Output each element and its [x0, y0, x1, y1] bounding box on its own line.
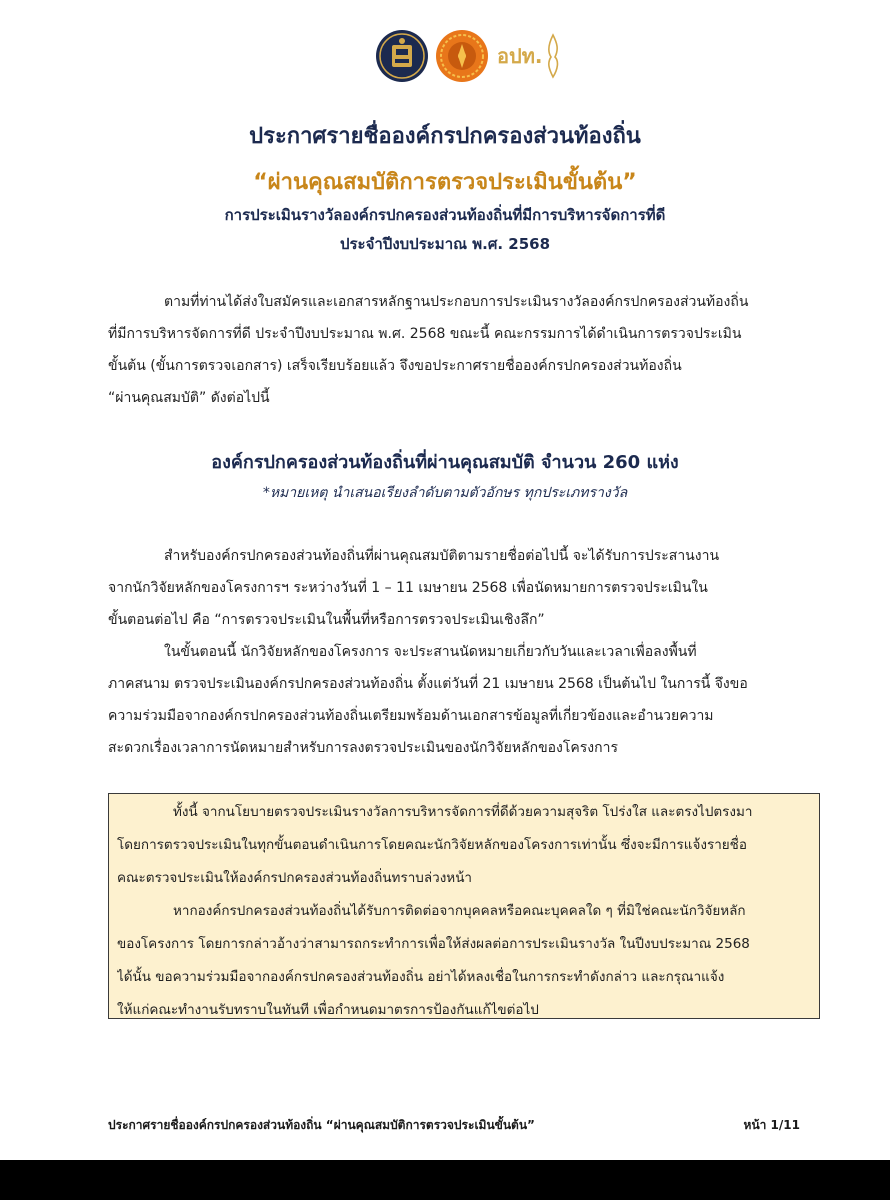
footer-title: ประกาศรายชื่อองค์กรปกครองส่วนท้องถิ่น “ผ่านคุณสมบัติการตรวจประเมินขั้นต้น”	[108, 1118, 535, 1132]
paragraph-fieldwork	[108, 636, 820, 764]
section-title: องค์กรปกครองส่วนท้องถิ่นที่ผ่านคุณสมบัติ จำนวน 260 แห่ง	[211, 452, 679, 473]
text-line: ขั้นต้น (ขั้นการตรวจเอกสาร) เสร็จเรียบร้อยแล้ว จึงขอประกาศรายชื่อองค์กรปกครองส่วนท้องถิ่น	[108, 358, 682, 374]
notice-box	[108, 793, 820, 1019]
text-line: ของโครงการ โดยการกล่าวอ้างว่าสามารถกระทำการเพื่อให้ส่งผลต่อการประเมินรางวัล ในปีงบประมาณ 2568	[117, 936, 750, 952]
orange-emblem-icon	[435, 29, 489, 83]
text-line: ตามที่ท่านได้ส่งใบสมัครและเอกสารหลักฐานประกอบการประเมินรางวัลองค์กรปกครองส่วนท้องถิ่น	[164, 294, 749, 310]
title-line-3: การประเมินรางวัลองค์กรปกครองส่วนท้องถิ่นที่มีการบริหารจัดการที่ดี	[224, 206, 666, 224]
text-line: สะดวกเรื่องเวลาการนัดหมายสำหรับการลงตรวจประเมินของนักวิจัยหลักของโครงการ	[108, 740, 618, 756]
notice-paragraph-1	[117, 796, 811, 895]
section-note: *หมายเหตุ นำเสนอเรียงลำดับตามตัวอักษร ทุกประเภทรางวัล	[262, 485, 628, 501]
text-line: ให้แก่คณะทำงานรับทราบในทันที เพื่อกำหนดมาตรการป้องกันแก้ไขต่อไป	[117, 1002, 539, 1018]
text-line: ความร่วมมือจากองค์กรปกครองส่วนท้องถิ่นเตรียมพร้อมด้านเอกสารข้อมูลที่เกี่ยวข้องและอำนวยความ	[108, 708, 714, 724]
page-number: หน้า 1/11	[743, 1118, 800, 1132]
text-line: ภาคสนาม ตรวจประเมินองค์กรปกครองส่วนท้องถิ่น ตั้งแต่วันที่ 21 เมษายน 2568 เป็นต้นไป ในการนี้ จึงขอ	[108, 676, 748, 692]
text-line: ทั้งนี้ จากนโยบายตรวจประเมินรางวัลการบริหารจัดการที่ดีด้วยความสุจริต โปร่งใส และตรงไปตรงมา	[173, 804, 753, 820]
flame-icon	[545, 33, 561, 79]
text-line: หากองค์กรปกครองส่วนท้องถิ่นได้รับการติดต่อจากบุคคลหรือคณะบุคคลใด ๆ ที่มิใช่คณะนักวิจัยหลัก	[173, 903, 746, 919]
text-line: จากนักวิจัยหลักของโครงการฯ ระหว่างวันที่ 1 – 11 เมษายน 2568 เพื่อนัดหมายการตรวจประเมินใน	[108, 580, 708, 596]
title-line-1: ประกาศรายชื่อองค์กรปกครองส่วนท้องถิ่น	[249, 124, 641, 149]
text-line: ได้นั้น ขอความร่วมมือจากองค์กรปกครองส่วนท้องถิ่น อย่าได้หลงเชื่อในการกระทำดังกล่าว และกรุณาแจ้ง	[117, 969, 725, 985]
logo-text: อปท.	[497, 44, 543, 68]
text-line: คณะตรวจประเมินให้องค์กรปกครองส่วนท้องถิ่นทราบล่วงหน้า	[117, 870, 473, 886]
text-line: โดยการตรวจประเมินในทุกขั้นตอนดำเนินการโดยคณะนักวิจัยหลักของโครงการเท่านั้น ซึ่งจะมีการแจ้งรายชื่อ	[117, 837, 747, 853]
title-line-2: “ผ่านคุณสมบัติการตรวจประเมินขั้นต้น”	[253, 170, 637, 195]
paragraph-coordination	[108, 540, 820, 636]
text-line: สำหรับองค์กรปกครองส่วนท้องถิ่นที่ผ่านคุณสมบัติตามรายชื่อต่อไปนี้ จะได้รับการประสานงาน	[164, 548, 720, 564]
notice-paragraph-2	[117, 895, 811, 1027]
text-line: ขั้นตอนต่อไป คือ “การตรวจประเมินในพื้นที่หรือการตรวจประเมินเชิงลึก”	[108, 612, 545, 628]
header-logos	[375, 28, 561, 84]
paragraph-intro	[108, 286, 820, 414]
text-line: ที่มีการบริหารจัดการที่ดี ประจำปีงบประมาณ พ.ศ. 2568 ขณะนี้ คณะกรรมการได้ดำเนินการตรวจประเมิน	[108, 326, 742, 342]
text-line: ในขั้นตอนนี้ นักวิจัยหลักของโครงการ จะประสานนัดหมายเกี่ยวกับวันและเวลาเพื่อลงพื้นที่	[164, 644, 697, 660]
navy-emblem-icon	[375, 29, 429, 83]
title-line-4: ประจำปีงบประมาณ พ.ศ. 2568	[339, 235, 551, 253]
bottom-bar	[0, 1160, 890, 1200]
text-line: “ผ่านคุณสมบัติ” ดังต่อไปนี้	[108, 390, 270, 406]
anniversary-logo	[497, 33, 561, 79]
